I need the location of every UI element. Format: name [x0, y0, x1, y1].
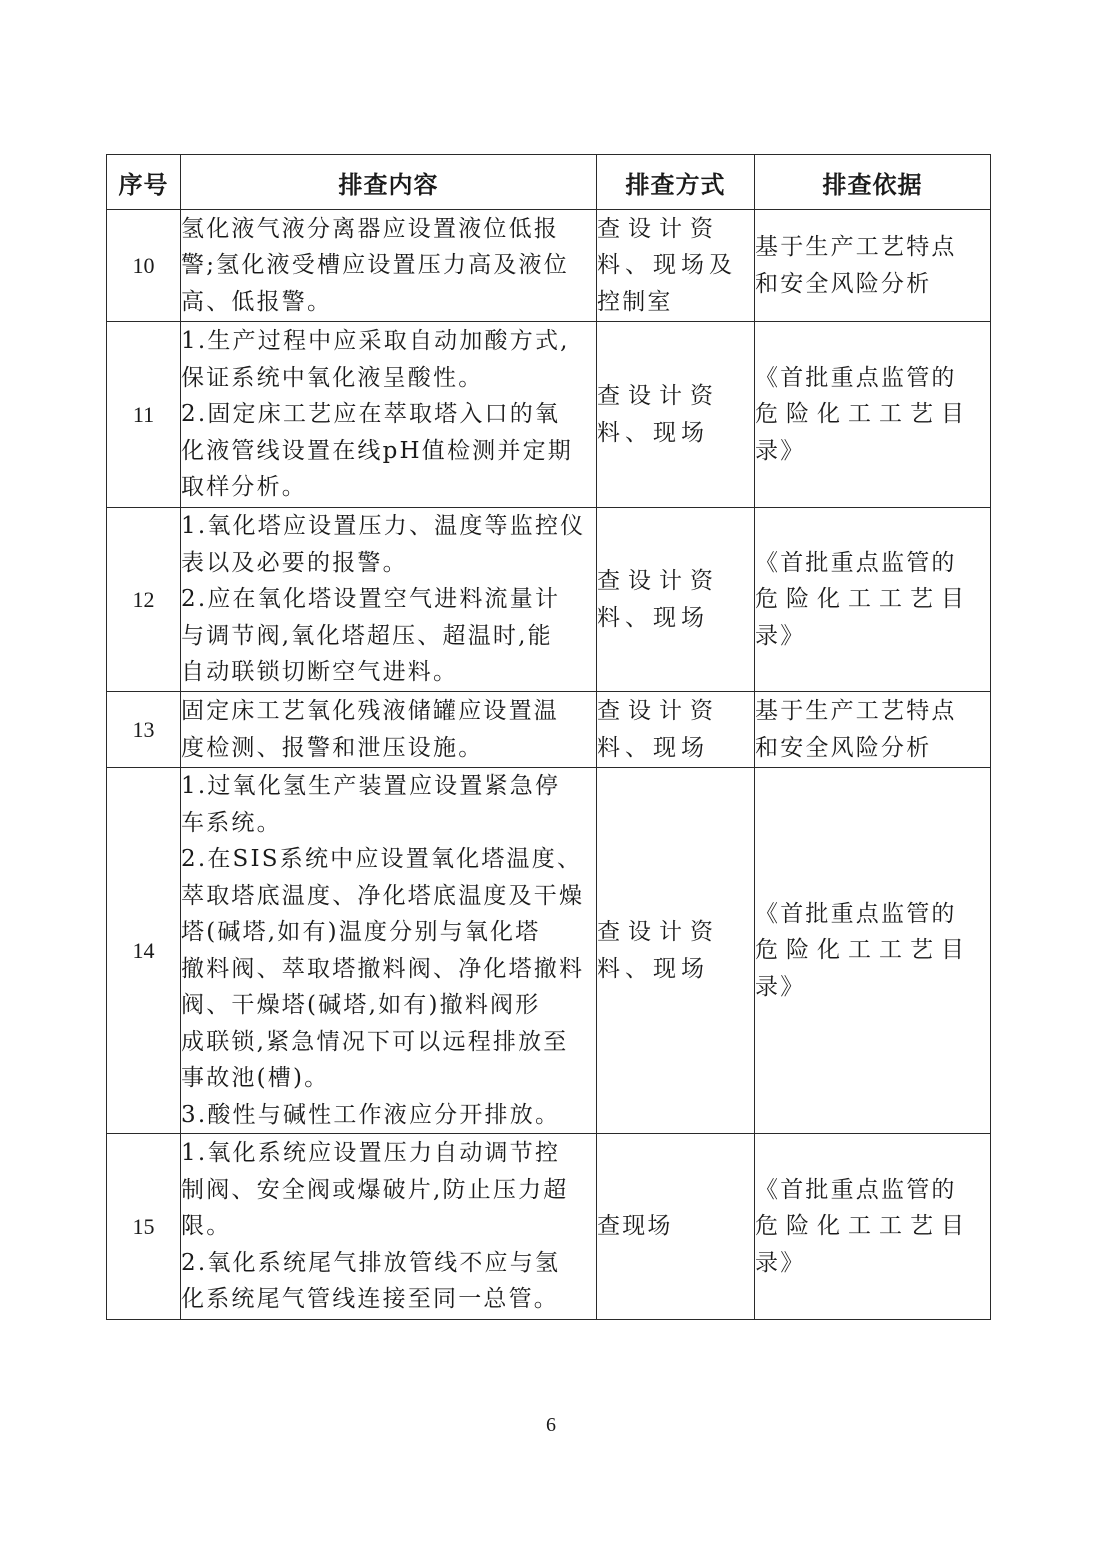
basis-line: 录》: [755, 1249, 806, 1276]
basis-line: 《首批重点监管的: [755, 549, 957, 576]
content-line: 氢化液气液分离器应设置液位低报: [181, 215, 559, 242]
content-line: 2.固定床工艺应在萃取塔入口的氧: [181, 401, 561, 428]
method-line: 查设计资: [597, 919, 721, 945]
basis-line: 《首批重点监管的: [755, 900, 957, 927]
table-row: [107, 692, 991, 768]
content-line: 1.过氧化氢生产装置应设置紧急停: [181, 773, 561, 799]
method-line: 查设计资: [597, 383, 721, 409]
row-basis: [755, 692, 991, 768]
basis-line: 危险化工工艺目: [755, 401, 972, 428]
inspection-table: [106, 154, 991, 1320]
table-row: [107, 210, 991, 322]
row-serial-number: 13: [107, 692, 181, 768]
page-number: 6: [546, 1414, 556, 1436]
basis-line: 危险化工工艺目: [755, 937, 972, 964]
content-line: 与调节阀,氧化塔超压、超温时,能: [181, 622, 553, 649]
content-line: 1.氧化塔应设置压力、温度等监控仪: [181, 513, 586, 540]
content-line: 成联锁,紧急情况下可以远程排放至: [181, 1028, 569, 1055]
content-line: 塔(碱塔,如有)温度分别与氧化塔: [181, 919, 541, 945]
row-serial-number: 12: [107, 508, 181, 692]
method-line: 查设计资: [597, 568, 721, 594]
content-line: 车系统。: [181, 809, 282, 836]
content-line: 高、低报警。: [181, 288, 333, 315]
basis-line: 录》: [755, 973, 806, 1000]
row-method: [597, 322, 755, 508]
row-serial-number: 11: [107, 322, 181, 508]
basis-line: 《首批重点监管的: [755, 364, 957, 391]
row-method: [597, 210, 755, 322]
header-inspection-method: 排查方式: [597, 155, 755, 210]
basis-line: 录》: [755, 437, 806, 464]
content-line: 阀、干燥塔(碱塔,如有)撤料阀形: [181, 992, 541, 1018]
basis-line: 和安全风险分析: [755, 734, 932, 761]
content-line: 取样分析。: [181, 474, 307, 501]
header-serial-number: 序号: [107, 155, 181, 210]
content-line: 化系统尾气管线连接至同一总管。: [181, 1286, 559, 1313]
row-method: [597, 768, 755, 1134]
content-line: 度检测、报警和泄压设施。: [181, 734, 484, 761]
content-line: 2.应在氧化塔设置空气进料流量计: [181, 586, 561, 613]
method-line: 料、现场: [597, 604, 709, 631]
row-method: [597, 692, 755, 768]
basis-line: 危险化工工艺目: [755, 586, 972, 613]
content-line: 萃取塔底温度、净化塔底温度及干燥: [181, 882, 585, 909]
content-line: 事故池(槽)。: [181, 1065, 330, 1091]
row-serial-number: 15: [107, 1134, 181, 1320]
table-header-row: [107, 155, 991, 210]
content-line: 2.氧化系统尾气排放管线不应与氢: [181, 1249, 561, 1276]
row-basis: [755, 1134, 991, 1320]
row-method: [597, 1134, 755, 1320]
row-serial-number: 10: [107, 210, 181, 322]
row-serial-number: 14: [107, 768, 181, 1134]
content-line: 2.在SIS系统中应设置氧化塔温度、: [181, 846, 583, 872]
row-content: [181, 1134, 597, 1320]
row-content: [181, 210, 597, 322]
basis-line: 基于生产工艺特点: [755, 234, 957, 260]
content-line: 1.生产过程中应采取自动加酸方式,: [181, 328, 570, 355]
basis-line: 和安全风险分析: [755, 270, 932, 297]
table-row: [107, 768, 991, 1134]
row-content: [181, 508, 597, 692]
content-line: 表以及必要的报警。: [181, 549, 408, 576]
method-line: 料、现场及: [597, 252, 737, 279]
method-line: 料、现场: [597, 734, 709, 761]
table-row: [107, 508, 991, 692]
row-content: [181, 692, 597, 768]
row-content: [181, 322, 597, 508]
method-line: 查现场: [597, 1213, 673, 1240]
content-line: 1.氧化系统应设置压力自动调节控: [181, 1140, 561, 1167]
method-line: 控制室: [597, 288, 673, 315]
content-line: 撤料阀、萃取塔撤料阀、净化塔撤料: [181, 955, 585, 982]
row-method: [597, 508, 755, 692]
content-line: 自动联锁切断空气进料。: [181, 659, 459, 686]
row-basis: [755, 508, 991, 692]
content-line: 制阀、安全阀或爆破片,防止压力超: [181, 1176, 569, 1203]
content-line: 化液管线设置在线pH值检测并定期: [181, 437, 573, 464]
content-line: 保证系统中氧化液呈酸性。: [181, 364, 484, 391]
header-inspection-content: 排查内容: [181, 155, 597, 210]
table-row: [107, 322, 991, 508]
content-line: 限。: [181, 1213, 232, 1240]
basis-line: 基于生产工艺特点: [755, 698, 957, 724]
table-row: [107, 1134, 991, 1320]
content-line: 固定床工艺氧化残液储罐应设置温: [181, 698, 559, 724]
method-line: 查设计资: [597, 698, 721, 724]
method-line: 料、现场: [597, 419, 709, 446]
row-basis: [755, 210, 991, 322]
content-line: 警;氢化液受槽应设置压力高及液位: [181, 252, 569, 279]
basis-line: 录》: [755, 622, 806, 649]
method-line: 料、现场: [597, 955, 709, 982]
row-basis: [755, 768, 991, 1134]
row-basis: [755, 322, 991, 508]
content-line: 3.酸性与碱性工作液应分开排放。: [181, 1101, 561, 1128]
method-line: 查设计资: [597, 215, 721, 242]
row-content: [181, 768, 597, 1134]
basis-line: 危险化工工艺目: [755, 1213, 972, 1240]
basis-line: 《首批重点监管的: [755, 1176, 957, 1203]
header-inspection-basis: 排查依据: [755, 155, 991, 210]
